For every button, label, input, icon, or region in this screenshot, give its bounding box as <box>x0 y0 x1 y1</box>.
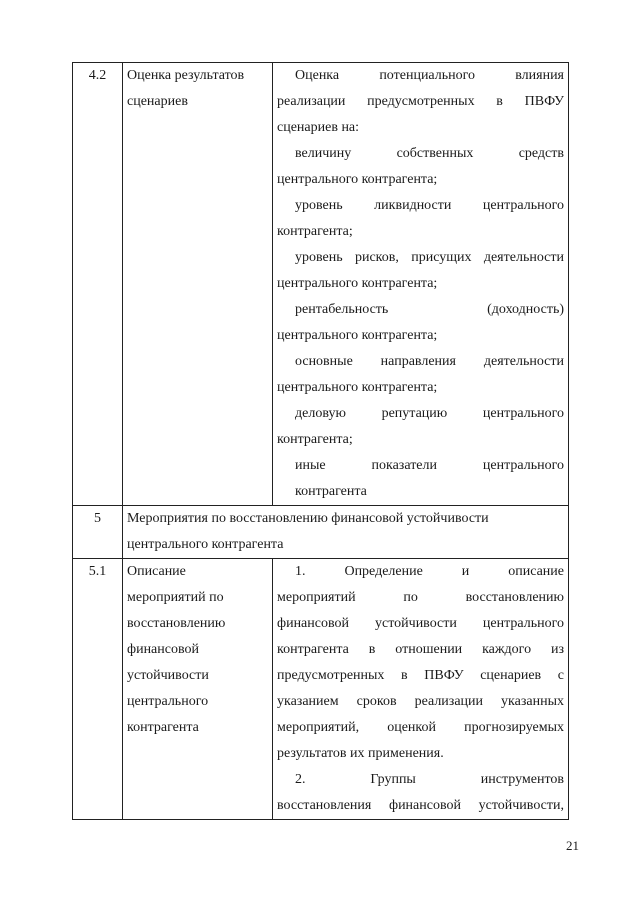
section-heading: Мероприятия по восстановлению финансовой устойчивости центрального контрагента <box>123 506 569 559</box>
table-row-5-1 <box>73 559 569 820</box>
row-number: 5.1 <box>73 559 123 820</box>
row-number: 5 <box>73 506 123 559</box>
row-number: 4.2 <box>73 63 123 506</box>
row-title: Оценка результатов сценариев <box>123 63 273 506</box>
table-row-5 <box>73 506 569 559</box>
page-number: 21 <box>566 838 579 853</box>
table-row-4-2 <box>73 63 569 506</box>
row-description: 1. Определение и описание мероприятий по восстановлению финансовой устойчивости центрального контрагента в отношении каждого из предусмотренных в ПВФУ сценариев с указанием сроков реализации указанных мероприятий, оценкой прогнозируемых результатов их применения. 2. Группы инструментов восстановления финансовой устойчивости, <box>273 559 569 820</box>
row-title: Описание мероприятий по восстановлению финансовой устойчивости центрального контрагента <box>123 559 273 820</box>
document-table <box>72 62 569 820</box>
row-description: Оценка потенциального влияния реализации предусмотренных в ПВФУ сценариев на: величину собственных средств центрального контрагента; уровень ликвидности центрального контрагента; уровень рисков, присущих деятельности центрального контрагента; рентабельность (доходность) центрального контрагента; основные направления деятельности центрального контрагента; деловую репутацию центрального контрагента; иные показатели центрального контрагента <box>273 63 569 506</box>
